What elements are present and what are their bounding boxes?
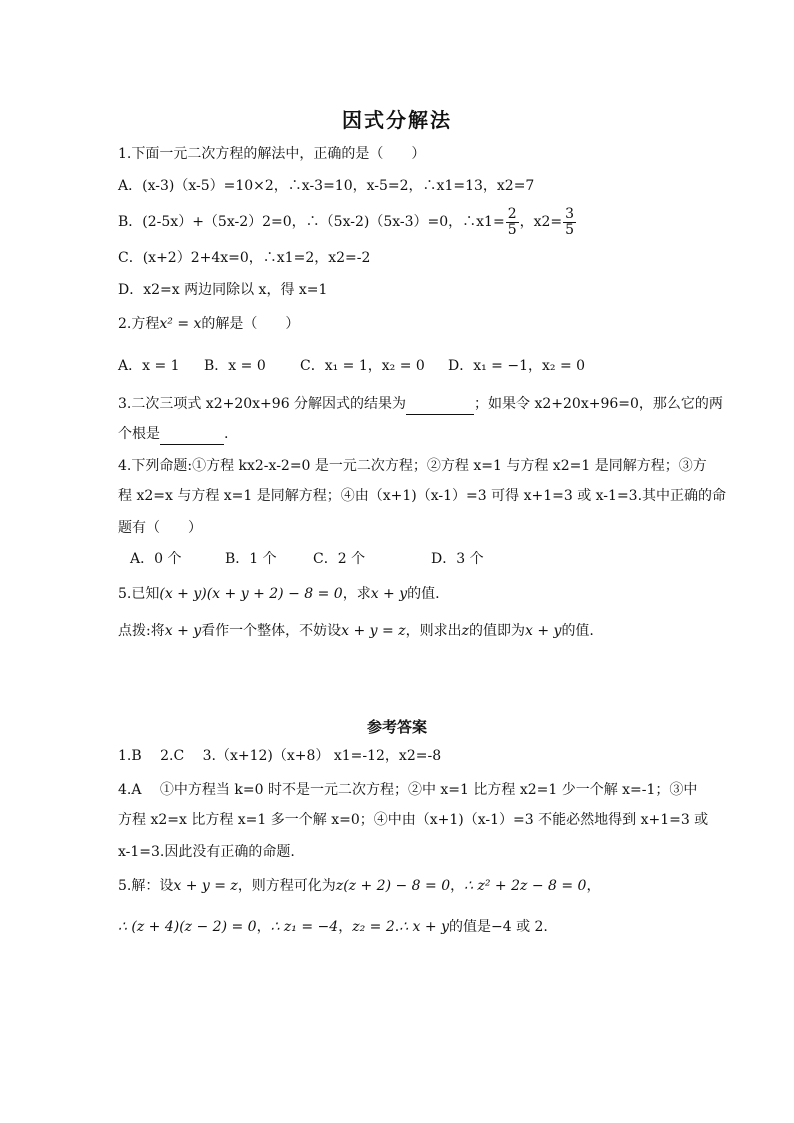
q5-text-end: 的值.	[407, 586, 440, 602]
answer-text: ，	[586, 878, 601, 894]
q5-expression: x + y	[370, 586, 408, 602]
answer-text: 的值是−4 或 2.	[448, 919, 548, 935]
hint-text: ，则求出	[405, 623, 462, 639]
q4-option-c: C．2 个	[313, 551, 366, 567]
q4-option-a: A．0 个	[130, 551, 182, 567]
q2-stem-text: 2.方程	[118, 316, 160, 332]
answer-text: 5.解：设	[118, 878, 174, 894]
hint-math: x + y	[525, 623, 562, 639]
hint-text: 的值即为	[469, 623, 525, 639]
q4-options	[130, 549, 484, 569]
fraction-denominator: 5	[507, 221, 517, 238]
q4-line-3: 题有（ ）	[118, 520, 202, 536]
q5-hint	[118, 621, 594, 641]
q2-option-a: A．x = 1	[118, 358, 180, 374]
answer-4-line-2: 方程 x2=x 比方程 x=1 多一个解 x=0；④中由（x+1)（x-1）=3 不能必然地得到 x+1=3 或	[118, 812, 709, 828]
hint-text: 点拨:将	[118, 623, 165, 639]
answer-math: z(z + 2) − 8 = 0	[335, 878, 451, 894]
q2-option-b: B．x = 0	[204, 358, 266, 374]
q3-line-2	[118, 424, 228, 445]
q2-stem-text-end: 的解是（ ）	[201, 316, 300, 332]
q1-option-b	[118, 205, 577, 239]
q1-option-b-mid: ，x2=	[519, 214, 563, 230]
answer-5-line-1	[118, 876, 600, 896]
hint-math: x + y = z	[341, 623, 406, 639]
q5-text: 5.已知	[118, 586, 160, 602]
answer-math: ∴ z₁ = −4	[270, 919, 339, 935]
answer-5-line-2	[118, 917, 548, 937]
q3-text: 3.二次三项式 x2+20x+96 分解因式的结果为	[118, 396, 407, 412]
q2-stem	[118, 314, 299, 334]
hint-math: z	[461, 623, 469, 639]
q3-answer-blank-2	[160, 424, 224, 445]
q1-option-d: D．x2=x 两边同除以 x，得 x=1	[118, 282, 328, 298]
answer-math: z₂ = 2	[352, 919, 395, 935]
q1-option-b-text: B．(2-5x）+（5x-2）2=0，∴（5x-2)（5x-3）=0，∴x1=	[118, 214, 505, 230]
answers-line-1: 1.B 2.C 3.（x+12)（x+8） x1=-12，x2=-8	[118, 748, 442, 764]
q1-option-c: C．(x+2）2+4x=0，∴x1=2，x2=-2	[118, 250, 371, 266]
hint-math: x + y	[164, 623, 202, 639]
answer-math: x + y = z	[173, 878, 238, 894]
answer-math: ∴ x + y	[399, 919, 449, 935]
q4-option-d: D．3 个	[431, 551, 484, 567]
fraction-numerator: 3	[565, 205, 575, 222]
q5-text-mid: ，求	[342, 586, 371, 602]
answer-4-line-3: x-1=3.因此没有正确的命题.	[118, 844, 295, 860]
q3-line-1	[118, 394, 723, 415]
page-title: 因式分解法	[342, 108, 452, 132]
q1-option-a: A．(x-3)（x-5）=10×2，∴x-3=10，x-5=2，∴x1=13，x2=7	[118, 178, 535, 194]
hint-text: 的值.	[561, 623, 594, 639]
q5-equation: (x + y)(x + y + 2) − 8 = 0	[159, 586, 343, 602]
answer-text: ，	[256, 919, 271, 935]
q1-stem: 1.下面一元二次方程的解法中，正确的是（ ）	[118, 146, 426, 162]
answer-text: ，	[450, 878, 465, 894]
q2-option-c: C．x₁ = 1，x₂ = 0	[300, 358, 425, 374]
answer-text: ，	[338, 919, 353, 935]
q3-text-2-end: .	[224, 426, 229, 442]
answer-text: .	[394, 919, 400, 935]
hint-text: 看作一个整体，不妨设	[201, 623, 342, 639]
fraction-denominator: 5	[565, 221, 575, 238]
answers-title: 参考答案	[366, 718, 427, 736]
q3-text-end: ；如果令 x2+20x+96=0，那么它的两	[474, 396, 723, 412]
q1-option-b-fraction-1	[506, 207, 519, 238]
q2-equation: x² = x	[159, 316, 202, 332]
answer-math: ∴ (z + 4)(z − 2) = 0	[118, 919, 257, 935]
q2-option-d: D．x₁ = −1，x₂ = 0	[448, 358, 586, 374]
fraction-numerator: 2	[507, 205, 517, 222]
q3-text-2: 个根是	[118, 426, 160, 442]
q3-answer-blank-1	[406, 394, 474, 415]
q4-option-b: B．1 个	[225, 551, 277, 567]
q4-line-2: 程 x2=x 与方程 x=1 是同解方程；④由（x+1)（x-1）=3 可得 x+1=3 或 x-1=3.其中正确的命	[118, 488, 727, 504]
q2-options	[118, 356, 585, 376]
q5-stem	[118, 584, 440, 604]
q4-line-1: 4.下列命题:①方程 kx2-x-2=0 是一元二次方程；②方程 x=1 与方程 x2=1 是同解方程；③方	[118, 458, 707, 474]
answer-4-line-1: 4.A ①中方程当 k=0 时不是一元二次方程；②中 x=1 比方程 x2=1 少一个解 x=-1；③中	[118, 782, 698, 798]
answer-math: ∴ z² + 2z − 8 = 0	[464, 878, 587, 894]
q1-option-b-fraction-2	[563, 207, 576, 238]
answer-text: ，则方程可化为	[237, 878, 336, 894]
